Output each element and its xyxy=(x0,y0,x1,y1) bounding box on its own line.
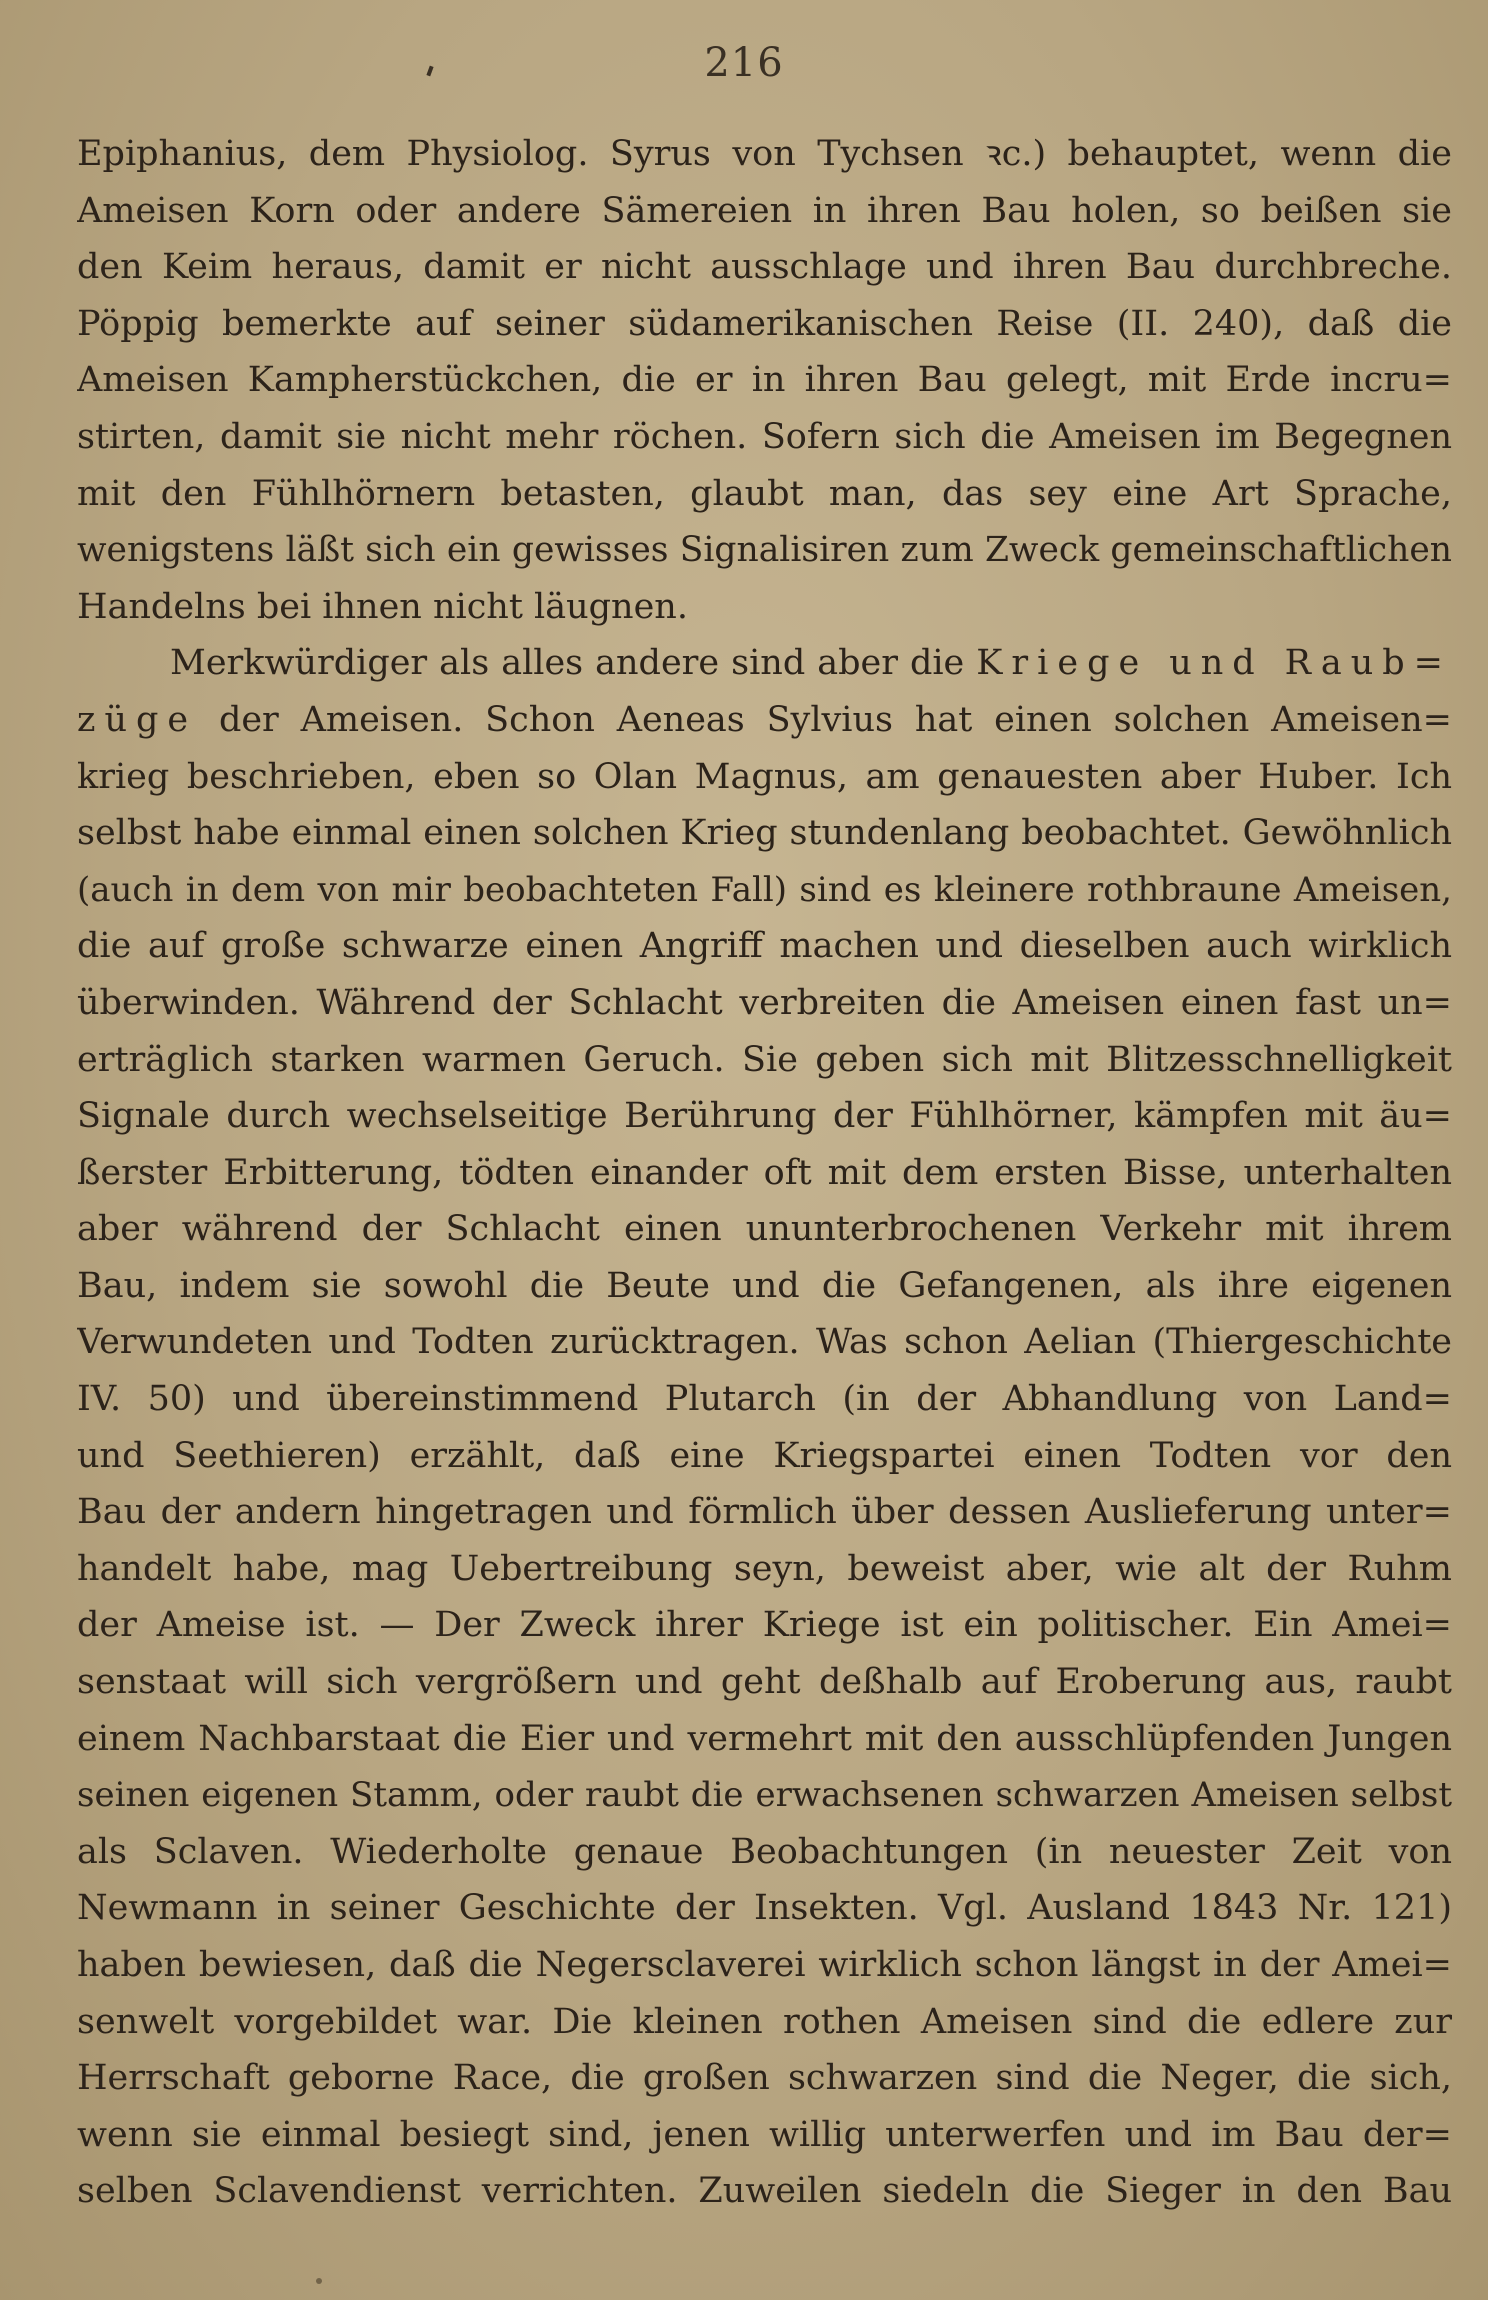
text-line: Signale durch wechselseitige Berührung der Fühlhörner, kämpfen mit äu= xyxy=(77,1096,1452,1137)
text-line: senwelt vorgebildet war. Die kleinen rothen Ameisen sind die edlere zur xyxy=(77,2001,1452,2042)
text-line: Ameisen Kampherstückchen, die er in ihren Bau gelegt, mit Erde incru= xyxy=(77,360,1452,401)
text-line: krieg beschrieben, eben so Olan Magnus, am genauesten aber Huber. Ich xyxy=(77,756,1452,797)
text-line: Ameisen Korn oder andere Sämereien in ihren Bau holen, so beißen sie xyxy=(77,190,1452,231)
text-line: überwinden. Während der Schlacht verbreiten die Ameisen einen fast un= xyxy=(77,982,1452,1023)
text-line: Handelns bei ihnen nicht läugnen. xyxy=(77,586,688,627)
text-line: Epiphanius, dem Physiolog. Syrus von Tychsen ꝛc.) behauptet, wenn die xyxy=(77,134,1452,174)
text-line: Verwundeten und Todten zurücktragen. Was schon Aelian (Thiergeschichte xyxy=(77,1322,1452,1363)
text-segment: der Ameisen. Schon Aeneas Sylvius hat einen solchen Ameisen= xyxy=(218,699,1452,740)
text-line: wenn sie einmal besiegt sind, jenen willig unterwerfen und im Bau der= xyxy=(77,2114,1452,2155)
text-line: Newmann in seiner Geschichte der Insekten. Vgl. Ausland 1843 Nr. 121) xyxy=(77,1888,1452,1929)
text-line: den Keim heraus, damit er nicht ausschlage und ihren Bau durchbreche. xyxy=(77,247,1452,288)
text-line: die auf große schwarze einen Angriff machen und dieselben auch wirklich xyxy=(77,926,1452,967)
body-text xyxy=(77,126,1452,2220)
text-line: erträglich starken warmen Geruch. Sie geben sich mit Blitzesschnelligkeit xyxy=(77,1039,1452,1080)
text-line: IV. 50) und übereinstimmend Plutarch (in der Abhandlung von Land= xyxy=(77,1379,1452,1420)
spaced-emphasis: Kriege und Raub= xyxy=(976,643,1452,684)
text-line xyxy=(77,692,1452,749)
text-line: Bau, indem sie sowohl die Beute und die Gefangenen, als ihre eigenen xyxy=(77,1265,1452,1306)
text-line: und Seethieren) erzählt, daß eine Kriegspartei einen Todten vor den xyxy=(77,1435,1452,1476)
text-segment: Merkwürdiger als alles andere sind aber die xyxy=(170,643,965,684)
page-number: 216 xyxy=(704,40,784,86)
text-line: haben bewiesen, daß die Negersclaverei wirklich schon längst in der Amei= xyxy=(77,1945,1452,1985)
paragraph-first-line xyxy=(77,635,1452,692)
spaced-emphasis: züge xyxy=(77,699,198,740)
text-line: Bau der andern hingetragen und förmlich über dessen Auslieferung unter= xyxy=(77,1492,1452,1533)
text-line: ßerster Erbitterung, tödten einander oft mit dem ersten Bisse, unterhalten xyxy=(77,1152,1452,1193)
text-line: aber während der Schlacht einen ununterbrochenen Verkehr mit ihrem xyxy=(77,1209,1452,1250)
ink-speck xyxy=(316,2278,322,2284)
text-line: selben Sclavendienst verrichten. Zuweilen siedeln die Sieger in den Bau xyxy=(77,2171,1452,2212)
text-line: seinen eigenen Stamm, oder raubt die erwachsenen schwarzen Ameisen selbst xyxy=(77,1775,1452,1816)
text-line: als Sclaven. Wiederholte genaue Beobachtungen (in neuester Zeit von xyxy=(77,1831,1452,1872)
text-line: wenigstens läßt sich ein gewisses Signalisiren zum Zweck gemeinschaftlichen xyxy=(77,530,1452,571)
text-line: senstaat will sich vergrößern und geht deßhalb auf Eroberung aus, raubt xyxy=(77,1662,1452,1703)
text-line: einem Nachbarstaat die Eier und vermehrt mit den ausschlüpfenden Jungen xyxy=(77,1718,1452,1759)
text-line: mit den Fühlhörnern betasten, glaubt man, das sey eine Art Sprache, xyxy=(77,473,1452,514)
text-line: Herrschaft geborne Race, die großen schwarzen sind die Neger, die sich, xyxy=(77,2058,1452,2099)
text-line: handelt habe, mag Uebertreibung seyn, beweist aber, wie alt der Ruhm xyxy=(77,1548,1452,1589)
text-line: der Ameise ist. — Der Zweck ihrer Kriege ist ein politischer. Ein Amei= xyxy=(77,1605,1452,1646)
text-line: selbst habe einmal einen solchen Krieg stundenlang beobachtet. Gewöhnlich xyxy=(77,813,1452,854)
text-line: stirten, damit sie nicht mehr röchen. Sofern sich die Ameisen im Begegnen xyxy=(77,416,1452,457)
text-line: Pöppig bemerkte auf seiner südamerikanischen Reise (II. 240), daß die xyxy=(77,303,1452,344)
text-line: (auch in dem von mir beobachteten Fall) sind es kleinere rothbraune Ameisen, xyxy=(77,869,1452,910)
